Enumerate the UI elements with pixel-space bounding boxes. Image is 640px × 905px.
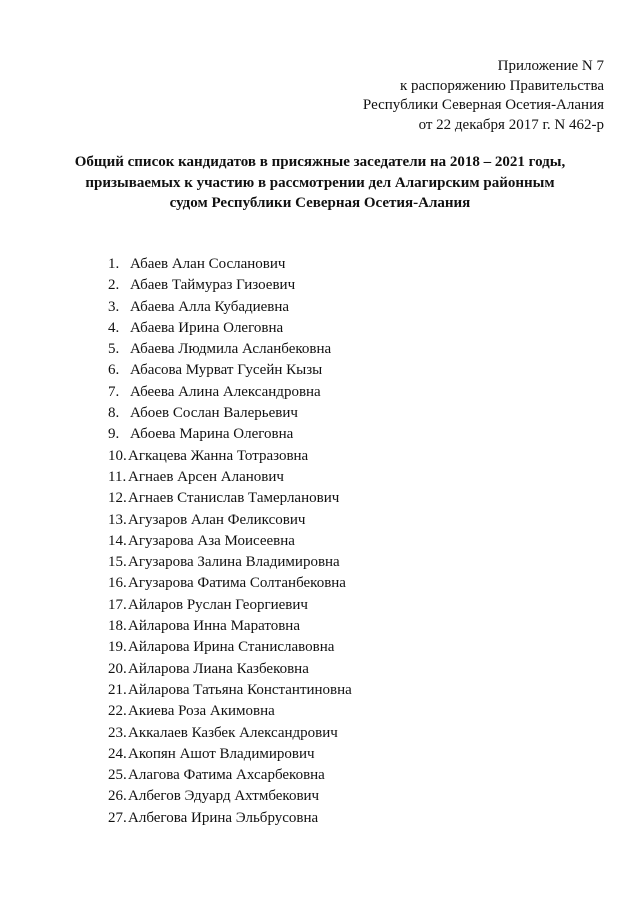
list-item-number: 9. xyxy=(108,426,120,443)
candidate-name: Акиева Роза Акимовна xyxy=(128,703,275,720)
candidate-name: Агузарова Фатима Солтанбековна xyxy=(128,575,346,592)
candidate-name: Агнаев Арсен Аланович xyxy=(128,468,284,485)
candidate-name: Агузаров Алан Феликсович xyxy=(128,511,306,528)
list-item-number: 5. xyxy=(108,341,120,358)
candidate-name: Абаева Алла Кубадиевна xyxy=(130,298,290,315)
list-item xyxy=(108,637,352,658)
list-item-number: 7. xyxy=(108,383,120,400)
list-item-number: 20. xyxy=(108,660,127,677)
list-item xyxy=(108,723,352,744)
candidate-name: Агузарова Залина Владимировна xyxy=(128,554,340,571)
list-item-number: 26. xyxy=(108,788,127,805)
list-item xyxy=(108,275,352,296)
list-item xyxy=(108,488,352,509)
candidate-name: Абоев Сослан Валерьевич xyxy=(130,405,298,422)
appendix-header xyxy=(363,57,604,135)
appendix-number: Приложение N 7 xyxy=(497,58,604,74)
candidate-name: Алагова Фатима Ахсарбековна xyxy=(128,767,325,784)
list-item xyxy=(108,744,352,765)
list-item-number: 13. xyxy=(108,511,127,528)
candidate-name: Абеева Алина Александровна xyxy=(130,383,321,400)
list-item-number: 11. xyxy=(108,468,127,485)
list-item xyxy=(108,680,352,701)
list-item-number: 23. xyxy=(108,724,127,741)
list-item xyxy=(108,424,352,445)
list-item-number: 18. xyxy=(108,618,127,635)
list-item-number: 6. xyxy=(108,362,120,379)
list-item-number: 12. xyxy=(108,490,127,507)
appendix-date: от 22 декабря 2017 г. N 462-р xyxy=(418,116,604,133)
list-item xyxy=(108,573,352,594)
candidate-name: Айларова Инна Маратовна xyxy=(128,618,300,635)
title-line: судом Республики Северная Осетия-Алания xyxy=(169,195,471,211)
candidate-name: Акопян Ашот Владимирович xyxy=(128,745,315,762)
candidate-name: Айларова Ирина Станиславовна xyxy=(128,639,335,656)
list-item-number: 27. xyxy=(108,809,127,826)
list-item-number: 19. xyxy=(108,639,127,656)
list-item-number: 15. xyxy=(108,554,127,571)
list-item xyxy=(108,595,352,616)
list-item xyxy=(108,616,352,637)
list-item xyxy=(108,531,352,552)
list-item-number: 8. xyxy=(108,405,120,422)
candidate-name: Албегова Ирина Эльбрусовна xyxy=(128,809,319,826)
list-item-number: 14. xyxy=(108,532,127,549)
candidate-name: Абоева Марина Олеговна xyxy=(130,426,294,443)
list-item xyxy=(108,360,352,381)
list-item xyxy=(108,318,352,339)
list-item-number: 4. xyxy=(108,319,120,336)
candidate-name: Агнаев Станислав Тамерланович xyxy=(128,490,340,507)
candidate-name: Абасова Мурват Гусейн Кызы xyxy=(130,362,323,379)
candidate-name: Айларова Татьяна Константиновна xyxy=(128,681,352,698)
candidate-name: Агкацева Жанна Тотразовна xyxy=(128,447,309,464)
candidate-name: Айларова Лиана Казбековна xyxy=(128,660,309,677)
list-item xyxy=(108,552,352,573)
appendix-order-ref: к распоряжению Правительства xyxy=(399,77,604,94)
list-item xyxy=(108,765,352,786)
list-item xyxy=(108,254,352,275)
title-line: призываемых к участию в рассмотрении дел Алагирским районным xyxy=(85,174,555,191)
list-item xyxy=(108,339,352,360)
list-item xyxy=(108,467,352,488)
list-item xyxy=(108,510,352,531)
candidate-name: Абаева Ирина Олеговна xyxy=(130,319,284,336)
candidate-name: Агузарова Аза Моисеевна xyxy=(128,532,295,549)
list-item xyxy=(108,808,352,829)
list-item xyxy=(108,403,352,424)
list-item-number: 22. xyxy=(108,703,127,720)
candidate-name: Абаев Таймураз Гизоевич xyxy=(130,277,296,294)
list-item xyxy=(108,446,352,467)
list-item-number: 17. xyxy=(108,596,127,613)
list-item xyxy=(108,382,352,403)
list-item xyxy=(108,659,352,680)
list-item-number: 10. xyxy=(108,447,127,464)
document-title xyxy=(60,152,580,214)
list-item-number: 21. xyxy=(108,681,127,698)
candidate-name: Аккалаев Казбек Александрович xyxy=(128,724,338,741)
list-item-number: 24. xyxy=(108,745,127,762)
candidate-name: Албегов Эдуард Ахтмбекович xyxy=(128,788,320,805)
list-item-number: 16. xyxy=(108,575,127,592)
candidate-name: Абаева Людмила Асланбековна xyxy=(130,341,332,358)
list-item-number: 3. xyxy=(108,298,120,315)
candidate-name: Айларов Руслан Георгиевич xyxy=(128,596,308,613)
candidate-name: Абаев Алан Сосланович xyxy=(130,256,286,272)
list-item xyxy=(108,701,352,722)
title-line: Общий список кандидатов в присяжные заседатели на 2018 – 2021 годы, xyxy=(74,154,566,170)
list-item xyxy=(108,786,352,807)
candidate-list xyxy=(108,254,352,829)
list-item-number: 2. xyxy=(108,277,120,294)
list-item xyxy=(108,297,352,318)
appendix-republic: Республики Северная Осетия-Алания xyxy=(362,97,604,113)
list-item-number: 25. xyxy=(108,767,127,784)
list-item-number: 1. xyxy=(108,256,120,272)
